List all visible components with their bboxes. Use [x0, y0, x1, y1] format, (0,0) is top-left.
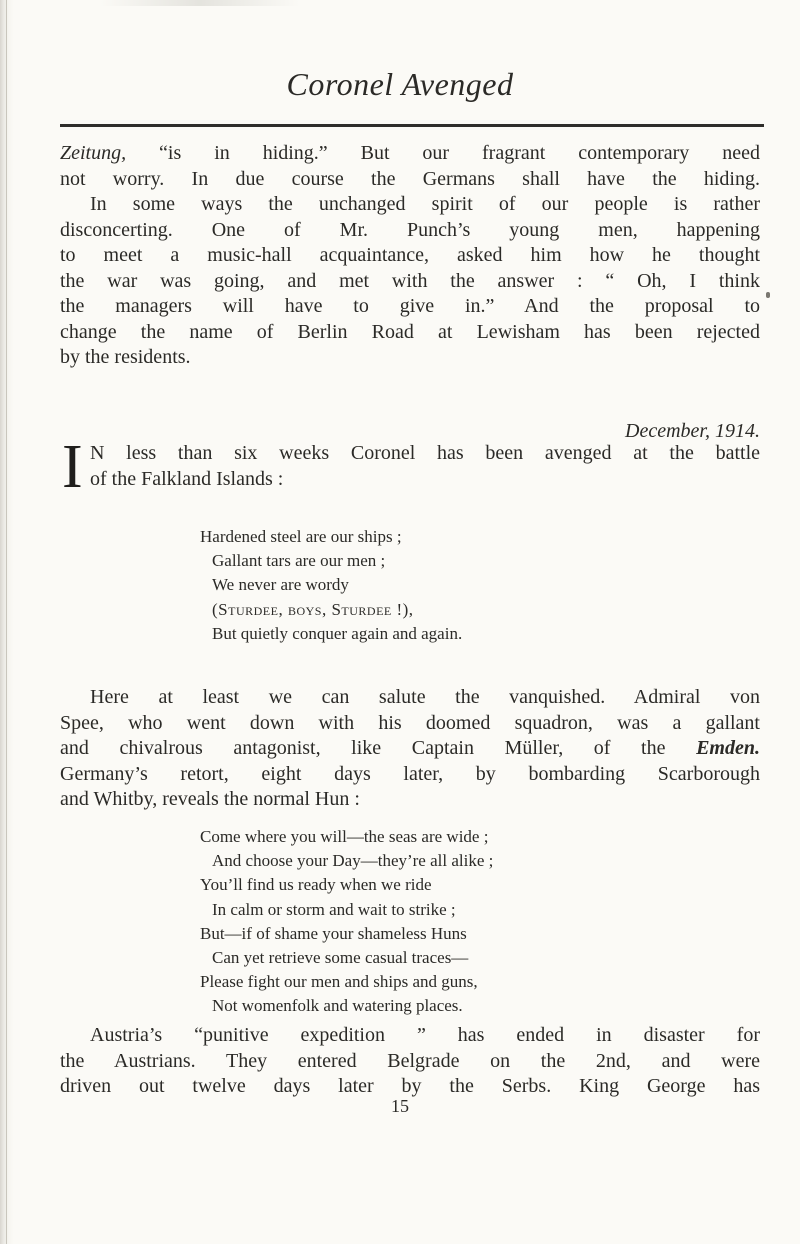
- verse-line: (Sturdee, boys, Sturdee !),: [212, 599, 414, 619]
- scan-smudge: [100, 0, 300, 6]
- page-gutter-line: [6, 0, 7, 1244]
- paragraph-2: [90, 441, 760, 492]
- dateline: December, 1914.: [625, 420, 760, 442]
- verse-line: Hardened steel are our ships ;: [200, 527, 402, 546]
- verse-1: [200, 525, 462, 646]
- verse-line: Not womenfolk and watering places.: [212, 996, 463, 1016]
- verse-line: Gallant tars are our men ;: [212, 551, 386, 571]
- paragraph-line: Austria’s “punitive expedition ” has ended in disaster for: [90, 1024, 760, 1046]
- paragraph-line: Spee, who went down with his doomed squadron, was a gallant: [60, 711, 760, 734]
- page-gutter-shadow: [0, 0, 14, 1244]
- paragraph-line: of the Falkland Islands :: [90, 467, 284, 490]
- page-number: 15: [391, 1096, 409, 1116]
- ink-speck: [766, 292, 770, 298]
- paragraph-line: driven out twelve days later by the Serbs. King George has: [60, 1075, 760, 1097]
- verse-2: [200, 825, 493, 1019]
- verse-line: In calm or storm and wait to strike ;: [212, 899, 456, 919]
- verse-line: You’ll find us ready when we ride: [200, 875, 432, 895]
- verse-line: Come where you will—the seas are wide ;: [200, 827, 489, 846]
- paragraph-line: In some ways the unchanged spirit of our people is rather: [90, 193, 760, 215]
- paragraph-line: to meet a music-hall acquaintance, asked him how he thought: [60, 244, 760, 266]
- verse-line: Please fight our men and ships and guns,: [200, 972, 478, 992]
- header-rule: [60, 124, 764, 127]
- verse-line: But—if of shame your shameless Huns: [200, 923, 467, 943]
- paragraph-line: the war was going, and met with the answer : “ Oh, I think: [60, 269, 760, 292]
- paragraph-4: [60, 1023, 760, 1100]
- paragraph-line: Germany’s retort, eight days later, by bombarding Scarborough: [60, 762, 760, 785]
- paragraph-line: and Whitby, reveals the normal Hun :: [60, 788, 360, 810]
- paragraph-line: by the residents.: [60, 346, 191, 368]
- verse-line: We never are wordy: [212, 575, 349, 595]
- drop-cap: I: [62, 433, 83, 501]
- paragraph-line: change the name of Berlin Road at Lewisham has been rejected: [60, 320, 760, 343]
- paragraph-line: not worry. In due course the Germans shall have the hiding.: [60, 167, 760, 190]
- verse-line: And choose your Day—they’re all alike ;: [212, 851, 494, 871]
- running-head: Coronel Avenged: [286, 66, 514, 102]
- paragraph-line: Here at least we can salute the vanquished. Admiral von: [90, 686, 760, 708]
- paragraph-line: the Austrians. They entered Belgrade on the 2nd, and were: [60, 1049, 760, 1072]
- paragraph-3: [60, 685, 760, 813]
- verse-line: Can yet retrieve some casual traces—: [212, 948, 469, 968]
- verse-line: But quietly conquer again and again.: [212, 623, 463, 643]
- paragraph-line: Zeitung, “is in hiding.” But our fragrant contemporary need: [60, 142, 760, 164]
- paragraph-1: [60, 141, 760, 371]
- paragraph-line: the managers will have to give in.” And the proposal to: [60, 295, 760, 317]
- paragraph-line: disconcerting. One of Mr. Punch’s young men, happening: [60, 218, 760, 241]
- paragraph-line: and chivalrous antagonist, like Captain Müller, of the Emden.: [60, 737, 760, 759]
- paragraph-line: N less than six weeks Coronel has been avenged at the battle: [90, 442, 760, 464]
